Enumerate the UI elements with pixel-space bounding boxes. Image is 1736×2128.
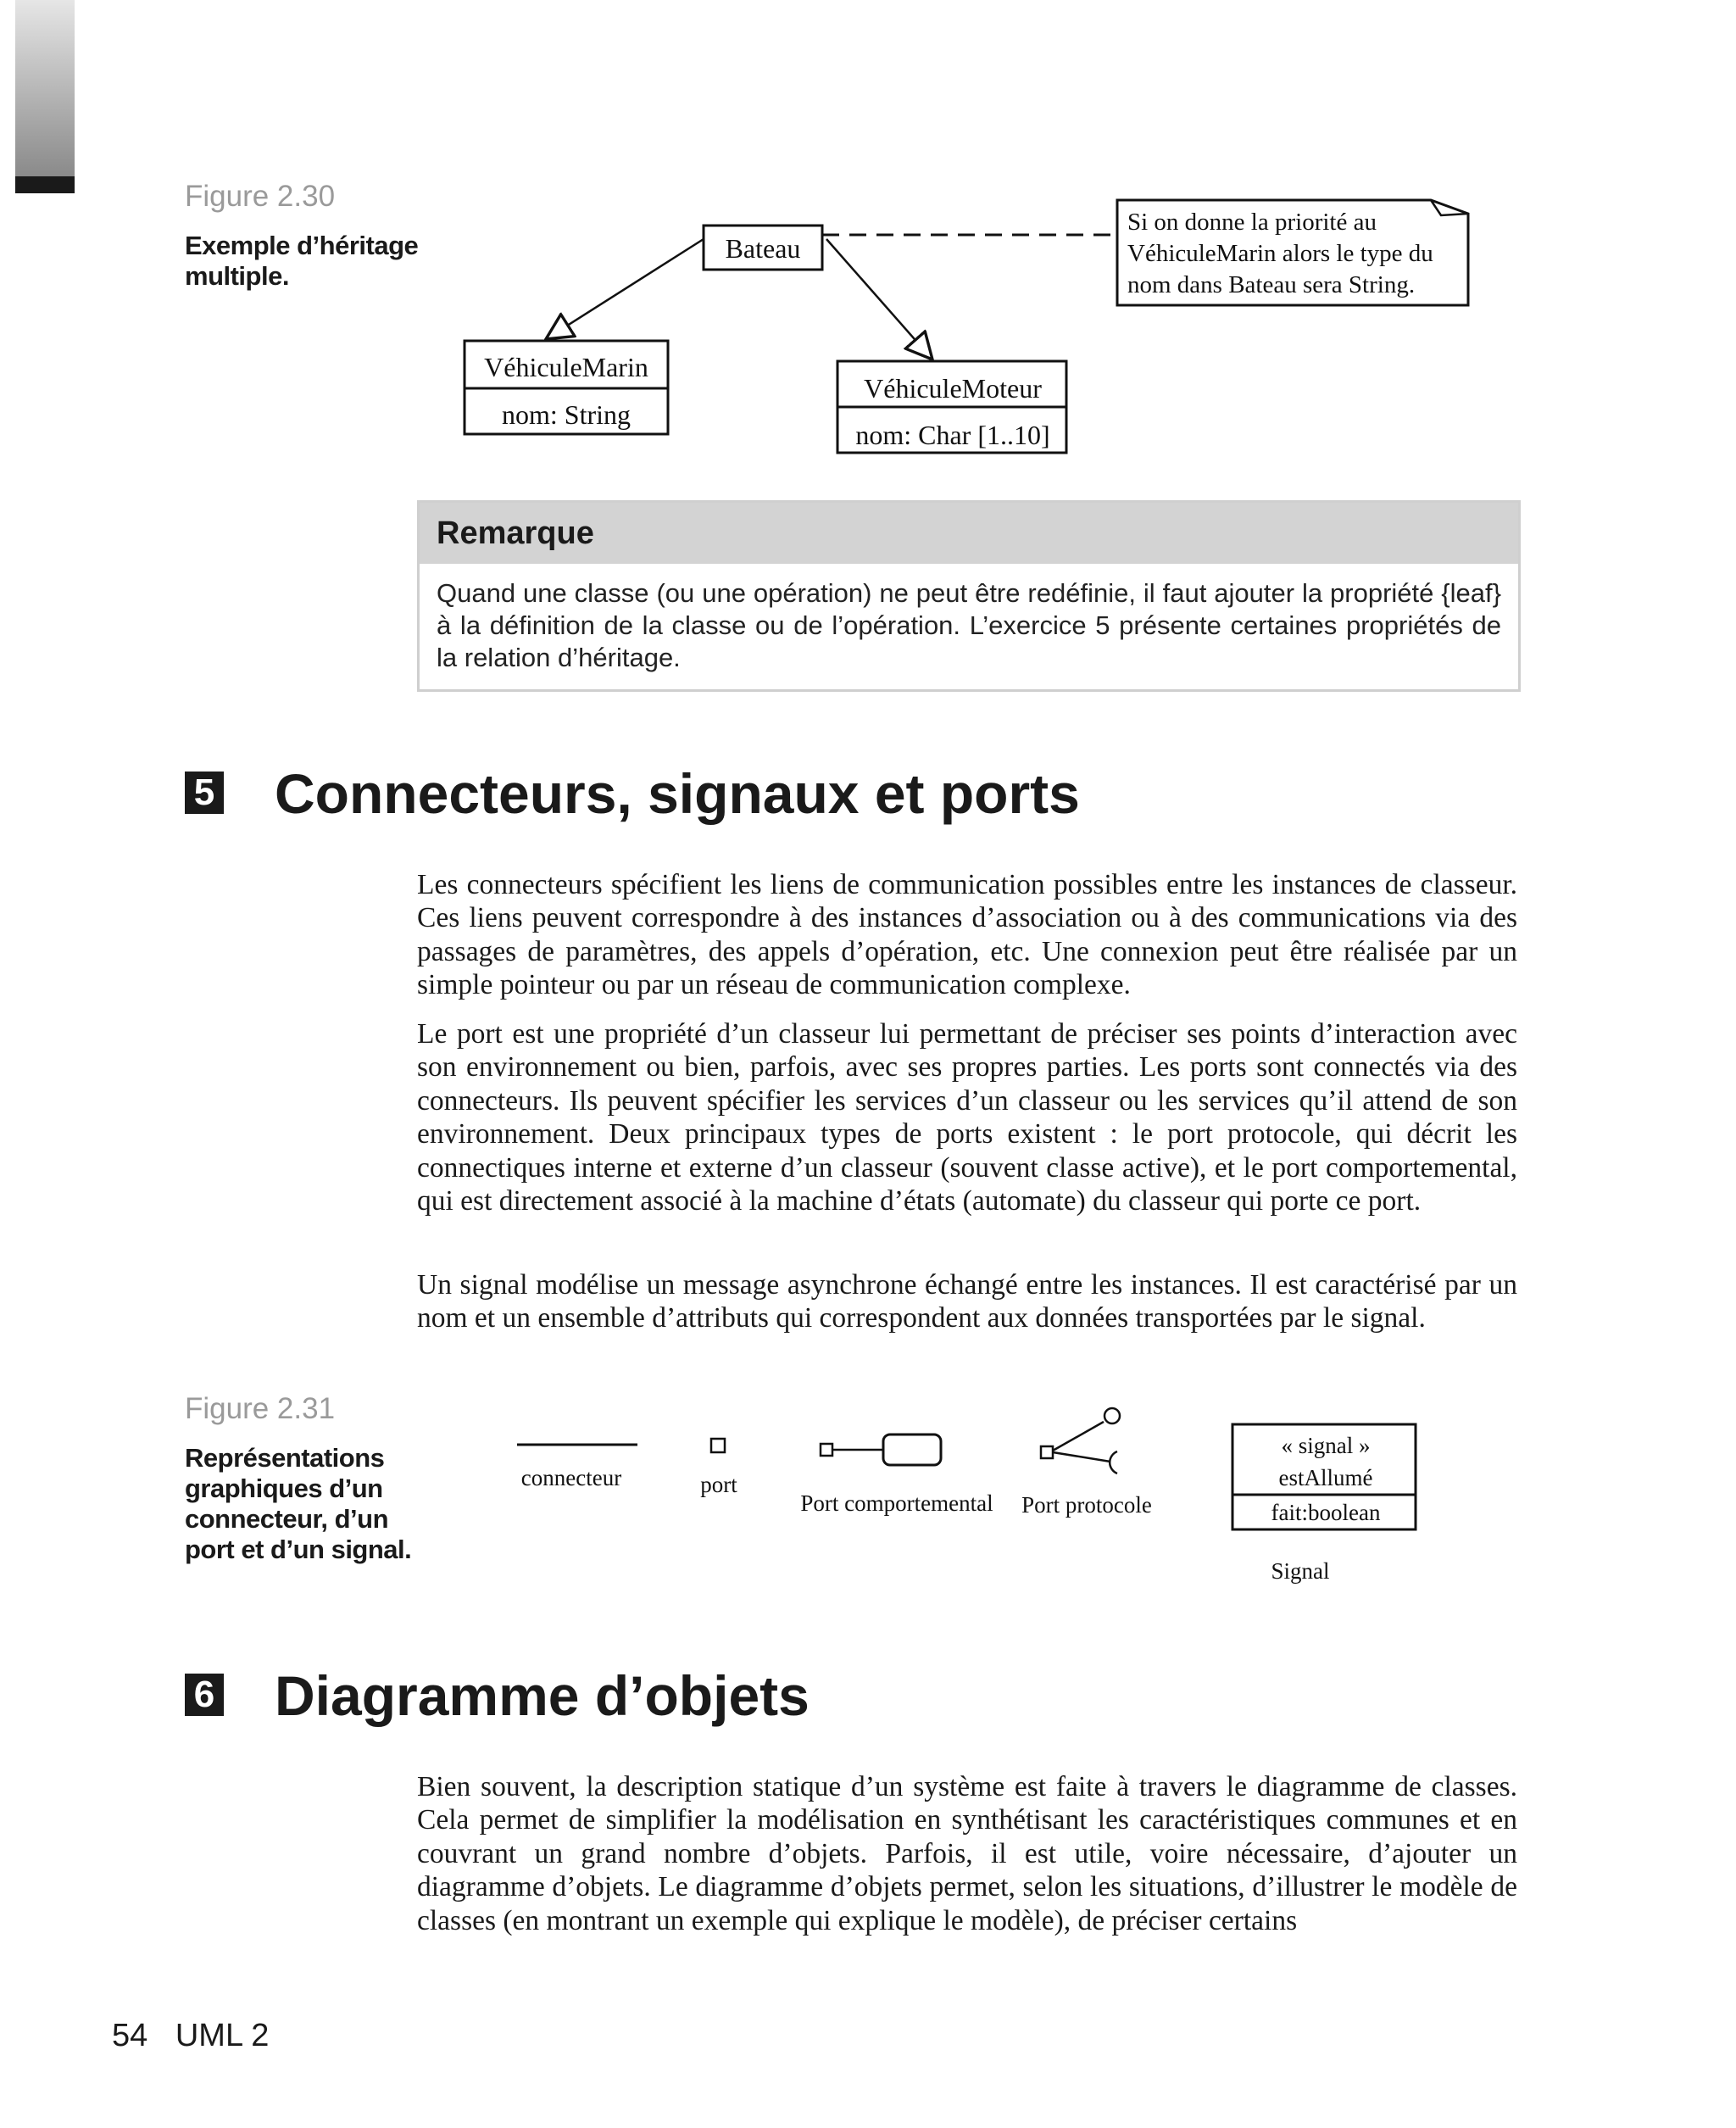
section-number: 6: [185, 1674, 224, 1716]
provided-interface-icon: [1104, 1408, 1120, 1423]
signal-stereotype: « signal »: [1281, 1433, 1371, 1458]
remark-body: Quand une classe (ou une opération) ne peut être redéfinie, il faut ajouter la propriété {leaf} à la définition de la classe ou de l’opération. L’exercice 5 présente certaines propriétés de la relation d’héritage.: [437, 578, 1501, 672]
body-paragraph: Bien souvent, la description statique d’un système est faite à travers le diagramme de classes. Cela permet de simplifier la modélisation en synthétisant les caractéristiques communes et en couvrant un grand nombre d’objets. Parfois, il est utile, voire nécessaire, d’ajouter un diagramme d’objets. Le diagramme d’objets permet, selon les situations, d’illustrer le modèle de classes (en montrant un exemple qui explique le modèle), de préciser certains: [417, 1771, 1517, 1936]
body-paragraph: Les connecteurs spécifient les liens de communication possibles entre les instances de classeur. Ces liens peuvent correspondre à des instances d’association ou à des communications via des passages de paramètres, des appels d’opération, etc. Une connexion peut être réalisée par un simple pointeur ou par un réseau de communication complexe.: [417, 869, 1517, 1001]
page-footer: [112, 2018, 287, 2054]
behavior-port-square: [821, 1444, 832, 1456]
body-paragraph: Un signal modélise un message asynchrone échangé entre les instances. Il est caractérisé par un nom et un ensemble d’attributs qui correspondent aux données transportées par le signal.: [417, 1269, 1517, 1334]
vehicule-marin-attribute: nom: String: [501, 399, 632, 430]
signal-name: estAllumé: [1278, 1465, 1373, 1490]
caption-line: connecteur, d’un: [185, 1504, 389, 1534]
section-number: 5: [185, 772, 224, 814]
caption-line: Exemple d’héritage: [185, 231, 419, 260]
caption-line: port et d’un signal.: [185, 1535, 412, 1564]
bateau-class-name: Bateau: [725, 233, 801, 264]
book-title: UML 2: [175, 2018, 270, 2053]
port-square: [711, 1439, 725, 1452]
remark-heading: Remarque: [420, 503, 1518, 564]
vehicule-moteur-attribute: nom: Char [1..10]: [855, 420, 1050, 450]
caption-line: Représentations: [185, 1443, 385, 1473]
inheritance-diagram: [0, 0, 1736, 475]
section-title: Connecteurs, signaux et ports: [275, 762, 1080, 825]
port-label: port: [700, 1472, 737, 1497]
signal-caption: Signal: [1271, 1558, 1330, 1584]
connector-port-signal-diagram: [0, 1390, 1736, 1594]
generalization-arrow-moteur: [826, 239, 932, 359]
vehicule-moteur-name: VéhiculeMoteur: [864, 373, 1042, 404]
connector-label: connecteur: [520, 1465, 622, 1490]
protocol-port-square: [1041, 1446, 1053, 1458]
required-interface-icon: [1110, 1451, 1117, 1473]
note-line: VéhiculeMarin alors le type du: [1127, 240, 1433, 267]
remark-box: [417, 500, 1521, 692]
note-line: nom dans Bateau sera String.: [1127, 271, 1416, 298]
figure-230-number: Figure 2.30: [185, 180, 336, 213]
generalization-arrow-marin: [546, 239, 704, 339]
caption-line: graphiques d’un: [185, 1473, 383, 1503]
figure-231-number: Figure 2.31: [185, 1392, 336, 1425]
protocol-port-label: Port protocole: [1021, 1492, 1152, 1518]
caption-line: multiple.: [185, 261, 289, 291]
behavior-state-box: [883, 1434, 941, 1465]
body-paragraph: Le port est une propriété d’un classeur lui permettant de préciser ses points d’interaction avec son environnement ou bien, parfois, avec ses propres parties. Les ports sont connectés via des connecteurs. Ils peuvent spécifier les services d’un classeur ou les services qu’il attend de son environnement. Deux principaux types de ports existent : le port protocole, qui décrit les connectiques interne et externe d’un classeur (souvent classe active), et le port comportemental, qui est directement associé à la machine d’états (automate) du classeur qui porte ce port.: [417, 1018, 1517, 1217]
vehicule-marin-name: VéhiculeMarin: [484, 352, 648, 382]
note-line: Si on donne la priorité au: [1127, 209, 1377, 236]
behavior-port-label: Port comportemental: [800, 1490, 993, 1516]
page-number: 54: [112, 2018, 148, 2053]
signal-attribute: fait:boolean: [1271, 1500, 1381, 1525]
section-title: Diagramme d’objets: [275, 1664, 810, 1727]
